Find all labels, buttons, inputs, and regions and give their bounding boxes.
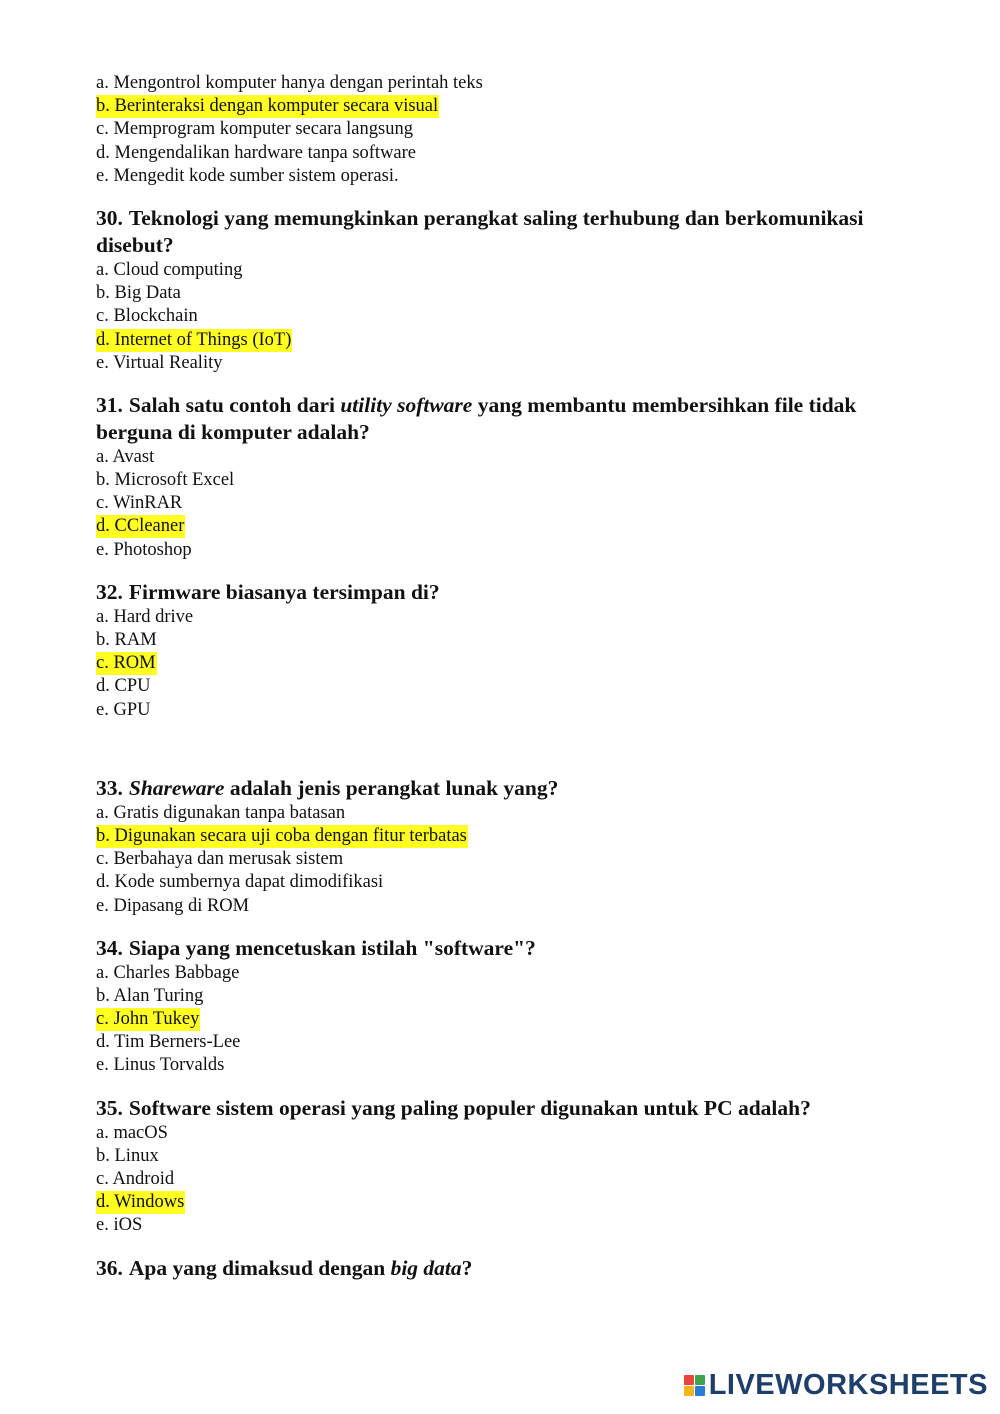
question-list xyxy=(96,205,936,1282)
answer-option-highlighted[interactable] xyxy=(96,515,936,538)
answer-option[interactable] xyxy=(96,72,936,95)
question-block xyxy=(96,205,936,375)
logo-text: LIVEWORKSHEETS xyxy=(708,1369,988,1401)
answer-option[interactable] xyxy=(96,848,936,871)
option-text: d. CPU xyxy=(96,676,151,697)
answer-option[interactable] xyxy=(96,871,936,894)
question-text-part: Firmware biasanya tersimpan di? xyxy=(128,579,440,604)
logo-mark-square xyxy=(695,1386,705,1396)
question-term-italic: Shareware xyxy=(128,775,225,800)
option-text: c. Memprogram komputer secara langsung xyxy=(96,119,413,140)
option-text: b. RAM xyxy=(96,630,157,650)
logo-mark-square xyxy=(695,1375,705,1385)
answer-option[interactable] xyxy=(96,539,936,562)
question-number: 34. xyxy=(96,935,123,960)
answer-option-highlighted[interactable] xyxy=(96,652,936,675)
answer-option[interactable] xyxy=(96,1145,936,1168)
question-number: 32. xyxy=(96,579,123,604)
question-text-part: Teknologi yang memungkinkan perangkat saling terhubung dan berkomunikasi disebut? xyxy=(96,205,864,257)
question-term-italic: utility software xyxy=(340,392,473,417)
logo-mark-square xyxy=(684,1375,694,1385)
worksheet-content xyxy=(96,72,936,1282)
question-term-italic: big data xyxy=(390,1255,462,1280)
question-block xyxy=(96,579,936,722)
option-text: b. Alan Turing xyxy=(96,985,204,1006)
question-number: 35. xyxy=(96,1095,123,1120)
spacer xyxy=(96,722,936,758)
liveworksheets-logo xyxy=(684,1369,988,1402)
option-text: b. Digunakan secara uji coba dengan fitur terbatas xyxy=(96,825,467,846)
question-text-part: Siapa yang mencetuskan istilah "software"? xyxy=(128,935,536,960)
question-text-part: ? xyxy=(461,1255,473,1280)
option-text: e. Dipasang di ROM xyxy=(96,895,250,916)
option-text: b. Linux xyxy=(96,1145,159,1166)
logo-mark-icon xyxy=(684,1375,705,1396)
option-text: d. Tim Berners-Lee xyxy=(96,1032,241,1053)
answer-option[interactable] xyxy=(96,802,936,825)
answer-option[interactable] xyxy=(96,1031,936,1054)
question-number: 33. xyxy=(96,775,123,800)
option-text: a. macOS xyxy=(96,1122,168,1143)
question-block xyxy=(96,1255,936,1282)
option-text: e. iOS xyxy=(96,1215,143,1236)
question-text xyxy=(96,1095,936,1122)
question-block xyxy=(96,935,936,1078)
option-text: a. Gratis digunakan tanpa batasan xyxy=(96,802,346,823)
answer-option[interactable] xyxy=(96,492,936,515)
question-text xyxy=(96,579,936,606)
question-number: 31. xyxy=(96,392,123,417)
option-text: b. Microsoft Excel xyxy=(96,470,235,491)
answer-option[interactable] xyxy=(96,352,936,375)
option-text: a. Mengontrol komputer hanya dengan perintah teks xyxy=(96,73,483,93)
option-text: a. Cloud computing xyxy=(96,259,243,280)
option-text: e. Mengedit kode sumber sistem operasi. xyxy=(96,165,399,186)
question-text xyxy=(96,1255,936,1282)
question-block xyxy=(96,1095,936,1238)
option-text: b. Berinteraksi dengan komputer secara visual xyxy=(96,96,439,117)
option-text: d. CCleaner xyxy=(96,516,185,537)
answer-option[interactable] xyxy=(96,606,936,629)
answer-option[interactable] xyxy=(96,446,936,469)
answer-option[interactable] xyxy=(96,282,936,305)
option-text: e. Virtual Reality xyxy=(96,352,223,373)
question-text-part: yang membantu membersihkan file tidak berguna di komputer adalah? xyxy=(96,392,857,444)
option-text: c. Android xyxy=(96,1169,175,1189)
answer-option[interactable] xyxy=(96,699,936,722)
answer-option[interactable] xyxy=(96,165,936,188)
answer-option[interactable] xyxy=(96,1122,936,1145)
answer-option[interactable] xyxy=(96,675,936,698)
option-text: d. Mengendalikan hardware tanpa software xyxy=(96,142,417,163)
answer-option[interactable] xyxy=(96,142,936,165)
answer-option[interactable] xyxy=(96,118,936,141)
question-block xyxy=(96,392,936,562)
option-text: a. Hard drive xyxy=(96,606,194,627)
answer-option-highlighted[interactable] xyxy=(96,1191,936,1214)
question-text-part: Salah satu contoh dari xyxy=(128,392,341,417)
answer-option[interactable] xyxy=(96,1054,936,1077)
question-text-part: Apa yang dimaksud dengan xyxy=(128,1255,391,1280)
answer-option[interactable] xyxy=(96,1214,936,1237)
option-text: c. WinRAR xyxy=(96,493,183,514)
answer-option[interactable] xyxy=(96,629,936,652)
question-block xyxy=(96,775,936,918)
question-text xyxy=(96,775,936,802)
answer-option[interactable] xyxy=(96,259,936,282)
answer-option[interactable] xyxy=(96,962,936,985)
answer-option[interactable] xyxy=(96,1168,936,1191)
answer-option-highlighted[interactable] xyxy=(96,825,936,848)
option-text: b. Big Data xyxy=(96,283,181,304)
question-text-part: adalah jenis perangkat lunak yang? xyxy=(224,775,559,800)
option-text: c. Berbahaya dan merusak sistem xyxy=(96,849,344,870)
option-text: c. John Tukey xyxy=(96,1009,200,1030)
question-number: 36. xyxy=(96,1255,123,1280)
answer-option-highlighted[interactable] xyxy=(96,1008,936,1031)
option-text: d. Kode sumbernya dapat dimodifikasi xyxy=(96,872,384,893)
answer-option[interactable] xyxy=(96,469,936,492)
option-text: a. Charles Babbage xyxy=(96,962,240,983)
question-text xyxy=(96,935,936,962)
option-text: d. Windows xyxy=(96,1192,185,1213)
carry-over-options xyxy=(96,72,936,188)
option-text: e. Photoshop xyxy=(96,539,192,560)
question-text-part: Software sistem operasi yang paling populer digunakan untuk PC adalah? xyxy=(128,1095,811,1120)
answer-option-highlighted[interactable] xyxy=(96,329,936,352)
question-text xyxy=(96,392,936,446)
option-text: e. GPU xyxy=(96,699,151,720)
question-number: 30. xyxy=(96,205,123,230)
answer-option-highlighted[interactable] xyxy=(96,95,936,118)
question-text xyxy=(96,205,936,259)
answer-option[interactable] xyxy=(96,985,936,1008)
option-text: c. Blockchain xyxy=(96,306,198,327)
option-text: d. Internet of Things (IoT) xyxy=(96,329,292,350)
option-text: c. ROM xyxy=(96,653,156,674)
answer-option[interactable] xyxy=(96,895,936,918)
option-text: e. Linus Torvalds xyxy=(96,1055,225,1076)
logo-mark-square xyxy=(684,1386,694,1396)
option-text: a. Avast xyxy=(96,446,155,467)
answer-option[interactable] xyxy=(96,305,936,328)
